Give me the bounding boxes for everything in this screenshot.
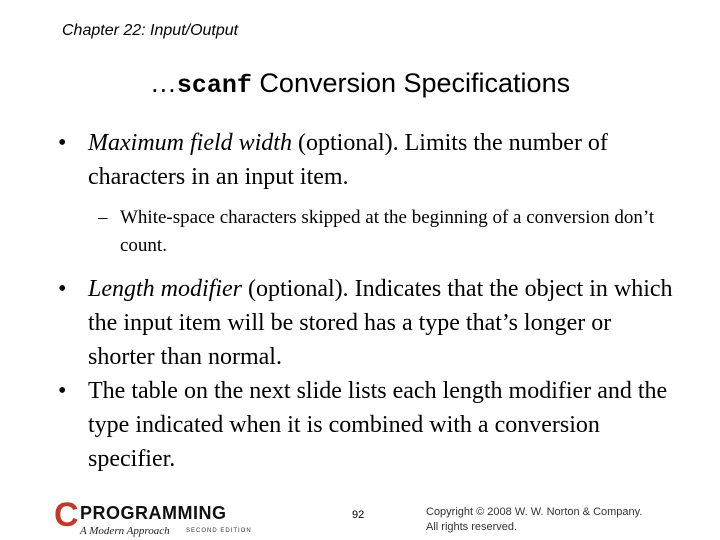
bullet-emphasis: Length modifier <box>88 276 242 302</box>
title-code: scanf <box>176 71 252 100</box>
logo-edition: SECOND EDITION <box>186 528 252 534</box>
title-rest: Conversion Specifications <box>251 68 571 98</box>
bullet-item-1 <box>58 126 678 194</box>
sub-bullet-item <box>58 204 678 260</box>
bullet-marker: • <box>58 378 67 404</box>
sub-bullet-text: White-space characters skipped at the beginning of a conversion don’t count. <box>120 207 655 256</box>
slide-title <box>0 68 720 100</box>
title-prefix: … <box>149 68 177 98</box>
bullet-text: (optional). Indicates that the object in which the input item will be stored has a type that’s longer or shorter than normal. <box>88 276 673 370</box>
logo-wordmark: PROGRAMMING <box>80 503 227 523</box>
logo-subtitle: A Modern Approach <box>80 525 170 537</box>
copyright-notice <box>426 505 642 535</box>
sub-bullet-marker: – <box>98 207 108 228</box>
bullet-item-2 <box>58 272 678 374</box>
book-logo <box>54 496 274 540</box>
bullet-item-3 <box>58 374 678 476</box>
bullet-text: The table on the next slide lists each length modifier and the type indicated when it is combined with a conversion specifier. <box>88 378 668 472</box>
bullet-marker: • <box>58 130 67 156</box>
bullet-text: (optional). Limits the number of characters in an input item. <box>88 130 608 190</box>
copyright-line-2: All rights reserved. <box>426 521 518 533</box>
bullet-emphasis: Maximum field width <box>88 130 292 156</box>
bullet-marker: • <box>58 276 67 302</box>
slide-content <box>58 126 678 476</box>
copyright-line-1: Copyright © 2008 W. W. Norton & Company. <box>426 506 643 518</box>
logo-c-mark: C <box>54 496 79 534</box>
chapter-header: Chapter 22: Input/Output <box>62 22 239 39</box>
page-number: 92 <box>352 509 365 521</box>
